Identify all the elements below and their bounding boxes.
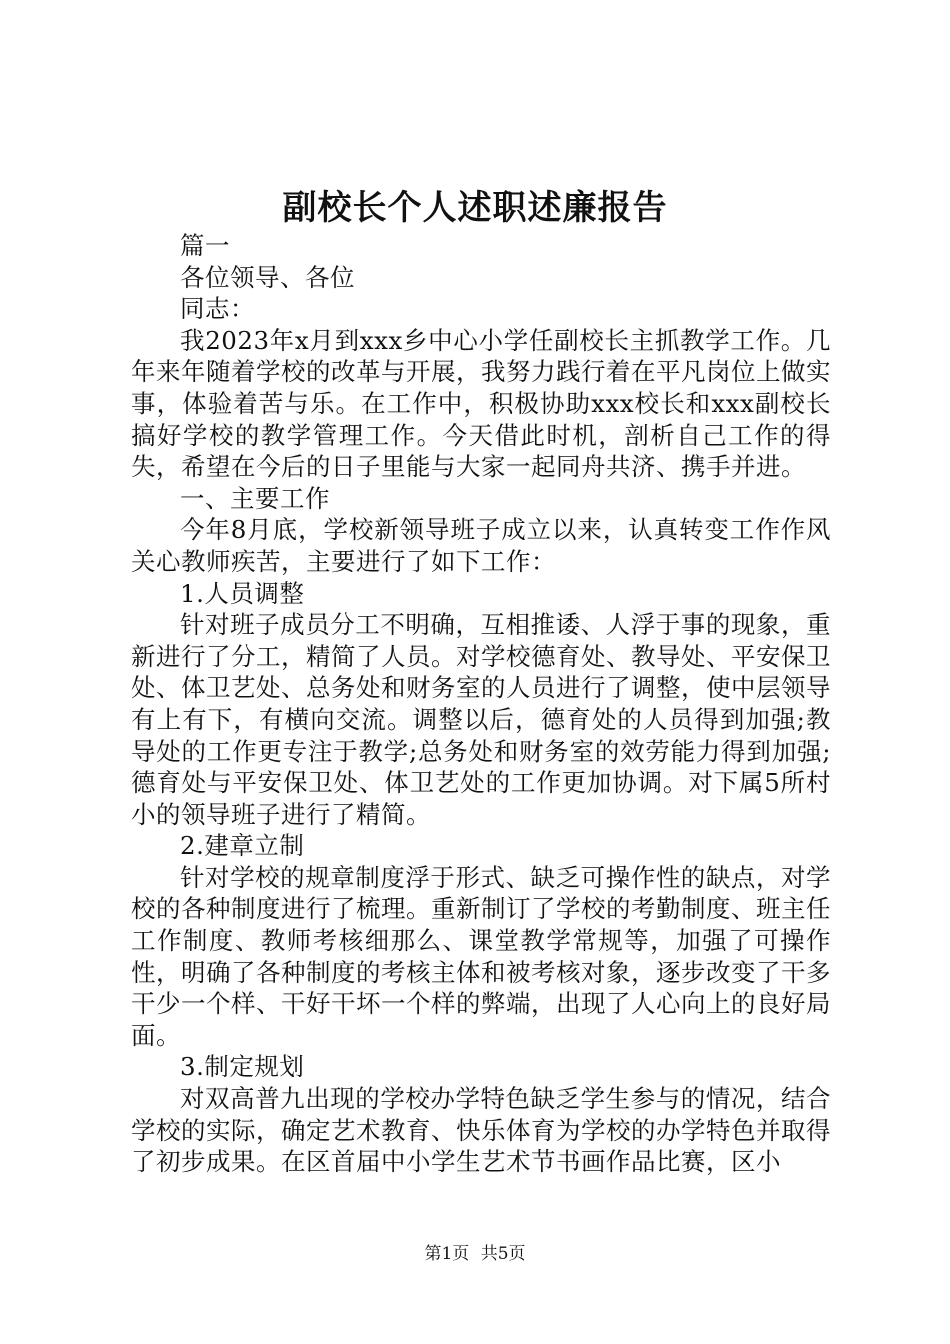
section-heading: 一、主要工作 [180, 483, 330, 513]
paragraph: 今年8月底，学校新领导班子成立以来，认真转变工作作风关心教师疾苦，主要进行了如下工作： [131, 515, 831, 576]
subsection-heading: 3.制定规划 [180, 1052, 305, 1082]
paragraph: 对双高普九出现的学校办学特色缺乏学生参与的情况，结合学校的实际，确定艺术教育、快乐体育为学校的办学特色并取得了初步成果。在区首届中小学生艺术节书画作品比赛，区小 [131, 1084, 831, 1177]
document-title: 副校长个人述职述廉报告 [282, 188, 668, 228]
salutation-line: 各位领导、各位 [180, 262, 355, 292]
paragraph: 我2023年x月到xxx乡中心小学任副校长主抓教学工作。几年来年随着学校的改革与开展，我努力践行着在平凡岗位上做实事，体验着苦与乐。在工作中，积极协助xxx校长和xxx副校长搞好学校的教学管理工作。今天借此时机，剖析自己工作的得失，希望在今后的日子里能与大家一起同舟共济、携手并进。 [131, 325, 831, 482]
subsection-heading: 1.人员调整 [180, 578, 305, 608]
document-body [131, 230, 831, 1178]
section-label: 篇一 [180, 231, 230, 260]
page-total: 共5页 [480, 1244, 526, 1264]
subsection-heading: 2.建章立制 [180, 831, 305, 861]
page-number: 第1页 [424, 1244, 470, 1264]
paragraph: 针对学校的规章制度浮于形式、缺乏可操作性的缺点，对学校的各种制度进行了梳理。重新制订了学校的考勤制度、班主任工作制度、教师考核细那么、课堂教学常规等，加强了可操作性，明确了各种制度的考核主体和被考核对象，逐步改变了干多干少一个样、干好干坏一个样的弊端，出现了人心向上的良好局面。 [131, 862, 831, 1050]
page-footer [0, 1242, 950, 1266]
paragraph: 针对班子成员分工不明确，互相推诿、人浮于事的现象，重新进行了分工，精简了人员。对学校德育处、教导处、平安保卫处、体卫艺处、总务处和财务室的人员进行了调整，使中层领导有上有下，有横向交流。调整以后，德育处的人员得到加强;教导处的工作更专注于教学;总务处和财务室的效劳能力得到加强;德育处与平安保卫处、体卫艺处的工作更加协调。对下属5所村小的领导班子进行了精简。 [131, 610, 831, 829]
salutation-line: 同志： [180, 294, 255, 324]
